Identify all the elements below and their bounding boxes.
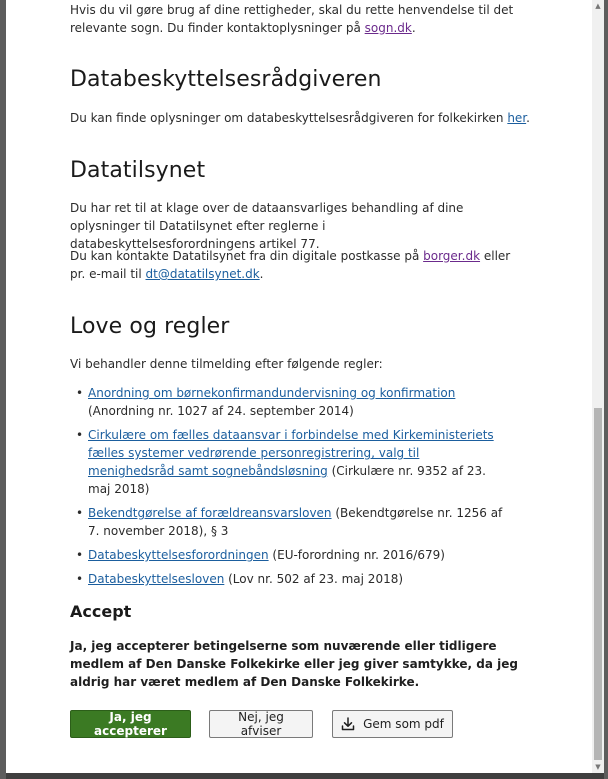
datatilsynet-email-link[interactable]: dt@datatilsynet.dk	[145, 267, 260, 281]
rule-detail: (Anordning nr. 1027 af 24. september 2014)	[88, 404, 354, 418]
accept-terms-text: Ja, jeg accepterer betingelserne som nuværende eller tidligere medlem af Den Danske Folkekirke eller jeg giver samtykke, da jeg aldrig har været medlem af Den Danske Folkekirke.	[70, 639, 518, 689]
bullet-icon: •	[76, 572, 84, 586]
consent-modal	[6, 0, 604, 773]
datatilsynet-contact-text	[70, 247, 520, 283]
rule-detail: (Bekendtgørelse nr. 1256 af 7. november 2018), § 3	[88, 506, 503, 538]
accept-heading: Accept	[70, 602, 132, 621]
bullet-icon: •	[76, 548, 84, 562]
scroll-down-arrow-icon[interactable]: ▼	[595, 763, 601, 771]
accept-button[interactable]: Ja, jeg accepterer	[70, 710, 191, 738]
datatilsynet-complaint-text: Du har ret til at klage over de dataansvarliges behandling af dine oplysninger til Datatilsynet efter reglerne i databeskyttelsesforordningens artikel 77.	[70, 201, 464, 251]
intro-text-end: .	[411, 21, 416, 35]
rules-list-item	[76, 570, 508, 588]
save-pdf-label: Gem som pdf	[363, 717, 444, 731]
dpo-text-part: Du kan finde oplysninger om databeskyttelsesrådgiveren for folkekirken	[70, 111, 508, 125]
rules-heading: Love og regler	[70, 314, 230, 339]
bullet-icon: •	[76, 506, 84, 520]
contact-text-part: Du kan kontakte Datatilsynet fra din digitale postkasse på	[70, 249, 424, 263]
bullet-icon: •	[76, 386, 84, 400]
reject-button[interactable]: Nej, jeg afviser	[209, 710, 313, 738]
contact-text-end: .	[259, 267, 264, 281]
rules-list-item	[76, 426, 508, 498]
rule-link-forordning[interactable]: Databeskyttelsesforordningen	[88, 548, 269, 562]
rule-detail: (Lov nr. 502 af 23. maj 2018)	[224, 572, 404, 586]
datatilsynet-heading: Datatilsynet	[70, 158, 206, 183]
rules-list-item	[76, 546, 508, 564]
borger-link[interactable]: borger.dk	[423, 249, 481, 263]
rule-detail: (Cirkulære nr. 9352 af 23. maj 2018)	[88, 464, 486, 496]
rules-intro: Vi behandler denne tilmelding efter følgende regler:	[70, 357, 383, 371]
sogn-link[interactable]: sogn.dk	[364, 21, 412, 35]
rules-list-item	[76, 504, 508, 540]
rules-list-item	[76, 384, 508, 420]
bullet-icon: •	[76, 428, 84, 442]
modal-bottom-border	[6, 773, 604, 779]
dpo-text	[70, 109, 530, 127]
dpo-heading: Databeskyttelsesrådgiveren	[70, 67, 382, 92]
intro-text-part: Hvis du vil gøre brug af dine rettigheder, skal du rette henvendelse til det relevante sogn. Du finder kontaktoplysninger på	[70, 3, 514, 35]
scroll-up-arrow-icon[interactable]: ▲	[595, 2, 601, 10]
save-pdf-button[interactable]	[332, 710, 453, 738]
dpo-text-end: .	[526, 111, 530, 125]
rule-link-foraeldreansvar[interactable]: Bekendtgørelse af forældreansvarsloven	[88, 506, 332, 520]
intro-text	[70, 1, 520, 37]
scrollbar-thumb[interactable]	[594, 408, 602, 760]
rule-link-anordning[interactable]: Anordning om børnekonfirmandundervisning og konfirmation	[88, 386, 456, 400]
contact-text-middle: eller pr. e-mail til	[70, 249, 511, 281]
rules-list	[76, 384, 508, 594]
rule-detail: (EU-forordning nr. 2016/679)	[268, 548, 445, 562]
dpo-link[interactable]: her	[507, 111, 527, 125]
download-icon	[341, 717, 355, 731]
rule-link-loven[interactable]: Databeskyttelsesloven	[88, 572, 225, 586]
rule-link-cirkulaere[interactable]: Cirkulære om fælles dataansvar i forbindelse med Kirkeministeriets fælles systemer vedrørende personregistrering, valg til menighedsråd samt sognebåndsløsning	[88, 428, 494, 478]
